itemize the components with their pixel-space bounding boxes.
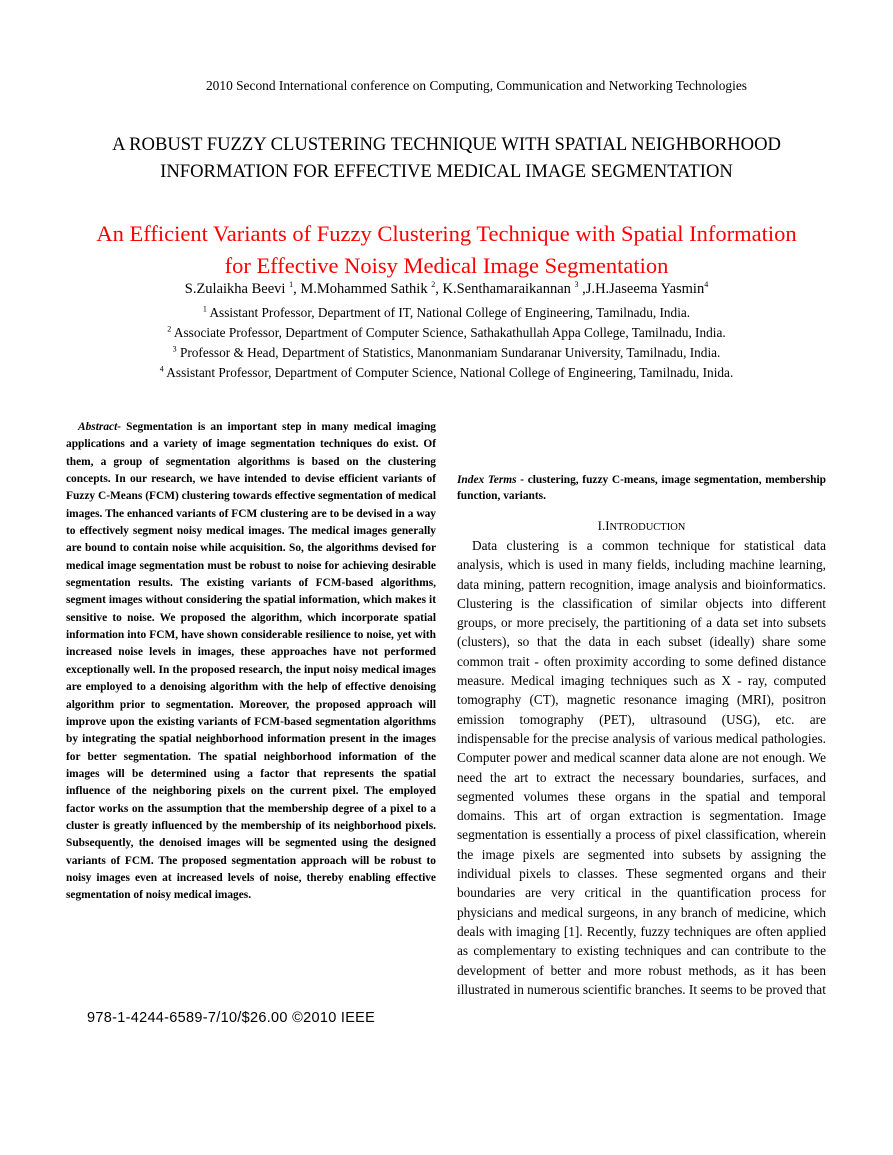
abstract: [66, 419, 436, 905]
abstract-text: Segmentation is an important step in many medical imaging applications and a variety of image segmentation techniques do exist. Of them, a group of segmentation algorithms is based on the clustering concepts. In our research, we have intended to devise efficient variants of Fuzzy C-Means (FCM) clustering towards effective segmentation of medical images. The enhanced variants of FCM clustering are to be devised in a way to effectively segment noisy medical images. The medical images generally are bound to contain noise while acquisition. So, the algorithms devised for medical image segmentation must be robust to noise for achieving desirable segmentation results. The existing variants of FCM-based algorithms, segment images without considering the spatial information, which makes it sensitive to noise. We proposed the algorithm, which incorporate spatial information into FCM, have shown considerable resilience to noise, yet with increased noise levels in images, these approaches have not performed exceptionally well. In the proposed research, the input noisy medical images are employed to a denoising algorithm with the help of effective denoising algorithm prior to segmentation. Moreover, the proposed approach will improve upon the existing variants of FCM-based segmentation algorithms by integrating the spatial neighborhood information present in the images for better segmentation. The spatial neighborhood information of the images will be determined using a factor that represents the spatial influence of the neighboring pixels on the current pixel. The employed factor works on the assumption that the membership degree of a pixel to a cluster is greatly influenced by the membership of its neighborhood pixels. Subsequently, the denoised images will be segmented using the designed variants of FCM. The proposed segmentation approach will be robust to noisy images even at increased levels of noise, thereby enabling effective segmentation of noisy medical images.: [66, 421, 436, 902]
affiliation-text: Associate Professor, Department of Computer Science, Sathakathullah Appa College, Tamilnadu, India.: [171, 325, 726, 340]
author-name: J.H.Jaseema Yasmin: [585, 281, 705, 297]
author-separator: ,: [578, 281, 586, 297]
affiliation-1: [40, 305, 853, 321]
copyright-notice: 978-1-4244-6589-7/10/$26.00 ©2010 IEEE: [87, 1010, 376, 1026]
section-heading-first-letter: I: [605, 518, 610, 533]
affiliation-2: [40, 325, 853, 341]
author-affiliation-mark: 4: [704, 280, 709, 290]
affiliation-mark: 1: [202, 304, 207, 314]
author-affiliation-mark: 3: [574, 280, 579, 290]
author-list: [40, 281, 853, 298]
paper-title-line-2: INFORMATION FOR EFFECTIVE MEDICAL IMAGE SEGMENTATION: [160, 161, 733, 182]
author-name: M.Mohammed Sathik: [300, 281, 432, 297]
section-number: I.: [597, 518, 606, 533]
index-terms: [457, 472, 826, 504]
author-separator: ,: [293, 281, 301, 297]
author-name: K.Senthamaraikannan: [442, 281, 575, 297]
index-terms-text: - clustering, fuzzy C-means, image segmentation, membership function, variants.: [457, 474, 826, 502]
affiliation-mark: 2: [167, 324, 172, 334]
section-heading-introduction: [457, 518, 826, 534]
author-affiliation-mark: 2: [431, 280, 436, 290]
author-name: S.Zulaikha Beevi: [184, 281, 290, 297]
paper-subtitle-line-2: for Effective Noisy Medical Image Segmentation: [224, 253, 669, 278]
affiliation-4: [40, 365, 853, 381]
section-heading-rest: NTRODUCTION: [609, 522, 686, 533]
affiliation-mark: 3: [172, 344, 177, 354]
paper-subtitle-line-1: An Efficient Variants of Fuzzy Clustering Technique with Spatial Information: [96, 221, 797, 246]
introduction-text: Data clustering is a common technique for statistical data analysis, which is used in many fields, including machine learning, data mining, pattern recognition, image analysis and bioinformatics. Clustering is the classification of similar objects into different groups, or more precisely, the partitioning of a data set into subsets (clusters), so that the data in each subset (ideally) share some common trait - often proximity according to some defined distance measure. Medical imaging techniques such as X - ray, computed tomography (CT), magnetic resonance imaging (MRI), positron emission tomography (PET), ultrasound (USG), etc. are indispensable for the precise analysis of various medical pathologies. Computer power and medical scanner data alone are not enough. We need the art to extract the necessary boundaries, surfaces, and segmented volumes these organs in the spatial and temporal domains. This art of organ extraction is segmentation. Image segmentation is essentially a process of pixel classification, wherein the image pixels are segmented into subsets by assigning the individual pixels to classes. These segmented organs and their boundaries are very critical in the quantification process for physicians and medical surgeons, in any branch of medicine, which deals with imaging [1]. Recently, fuzzy techniques are often applied as complementary to existing techniques and can contribute to the development of better and more robust methods, as it has been illustrated in numerous scientific branches. It seems to be proved that: [457, 538, 826, 997]
paper-title-line-1: A ROBUST FUZZY CLUSTERING TECHNIQUE WITH SPATIAL NEIGHBORHOOD: [112, 134, 781, 155]
affiliation-text: Professor & Head, Department of Statistics, Manonmaniam Sundaranar University, Tamilnadu, India.: [176, 345, 721, 360]
paper-title: [40, 131, 853, 185]
introduction-body: [457, 536, 826, 999]
affiliation-text: Assistant Professor, Department of IT, National College of Engineering, Tamilnadu, India.: [206, 305, 691, 320]
abstract-label: Abstract-: [78, 421, 122, 433]
conference-header: 2010 Second International conference on Computing, Communication and Networking Technologies: [205, 78, 747, 93]
index-terms-label: Index Terms: [457, 474, 517, 486]
author-affiliation-mark: 1: [289, 280, 294, 290]
affiliation-text: Assistant Professor, Department of Computer Science, National College of Engineering, Tamilnadu, Inida.: [163, 365, 734, 380]
paper-subtitle: [40, 218, 853, 282]
affiliation-mark: 4: [159, 364, 164, 374]
author-separator: ,: [435, 281, 443, 297]
affiliation-3: [40, 345, 853, 361]
